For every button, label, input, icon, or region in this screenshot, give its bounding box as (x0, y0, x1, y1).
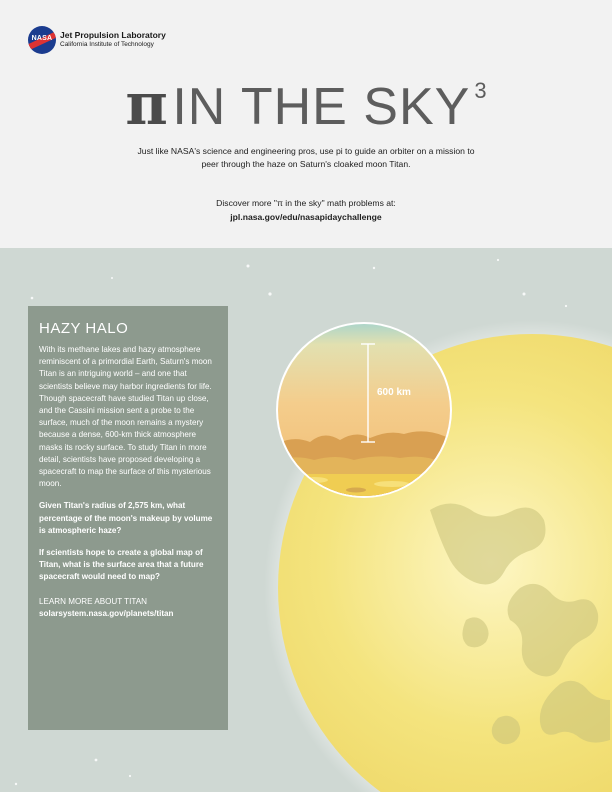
page-title (0, 70, 612, 138)
learn-more-label: LEARN MORE ABOUT TITAN (39, 596, 147, 606)
atmosphere-thickness-label: 600 km (377, 387, 411, 398)
nasa-logo-icon (28, 26, 56, 54)
jpl-logo[interactable] (28, 26, 166, 54)
discover-line: Discover more "π in the sky" math problems at: (216, 198, 396, 208)
discover-url-link[interactable]: jpl.nasa.gov/edu/nasapidaychallenge (230, 212, 382, 222)
title-superscript: 3 (474, 78, 487, 103)
logo-text (60, 30, 166, 50)
discover-block (0, 196, 612, 224)
question-2: If scientists hope to create a global map of Titan, what is the surface area that a future spacecraft would need to map? (39, 548, 204, 582)
pi-symbol: π (125, 70, 168, 138)
panel-body: With its methane lakes and hazy atmosphere reminiscent of a primordial Earth, Saturn's moon Titan is an intriguing world – and one that scientists believe may harbor ingredients for life. Though spacecraft have studied Titan up close, and the Cassini mission sent a probe to the surface, much of the moon remains a mystery because a dense, 600-km thick atmosphere masks its rocky surface. To study Titan in more detail, scientists have proposed developing a spacecraft to map the surface of this mysterious moon. (39, 345, 212, 489)
question-1: Given Titan's radius of 2,575 km, what percentage of the moon's makeup by volume is atmospheric haze? (39, 501, 213, 535)
nasa-logo-word: NASA (31, 35, 53, 42)
learn-more (39, 596, 217, 620)
institute-name: California Institute of Technology (60, 41, 154, 48)
info-panel (28, 306, 228, 730)
panel-heading: HAZY HALO (39, 320, 129, 337)
title-words: IN THE SKY (172, 78, 471, 136)
lab-name: Jet Propulsion Laboratory (60, 30, 166, 40)
learn-more-link[interactable]: solarsystem.nasa.gov/planets/titan (39, 608, 174, 618)
header (0, 0, 612, 248)
intro-text: Just like NASA's science and engineering pros, use pi to guide an orbiter on a mission to peer through the haze on Saturn's cloaked moon Titan. (137, 146, 475, 169)
